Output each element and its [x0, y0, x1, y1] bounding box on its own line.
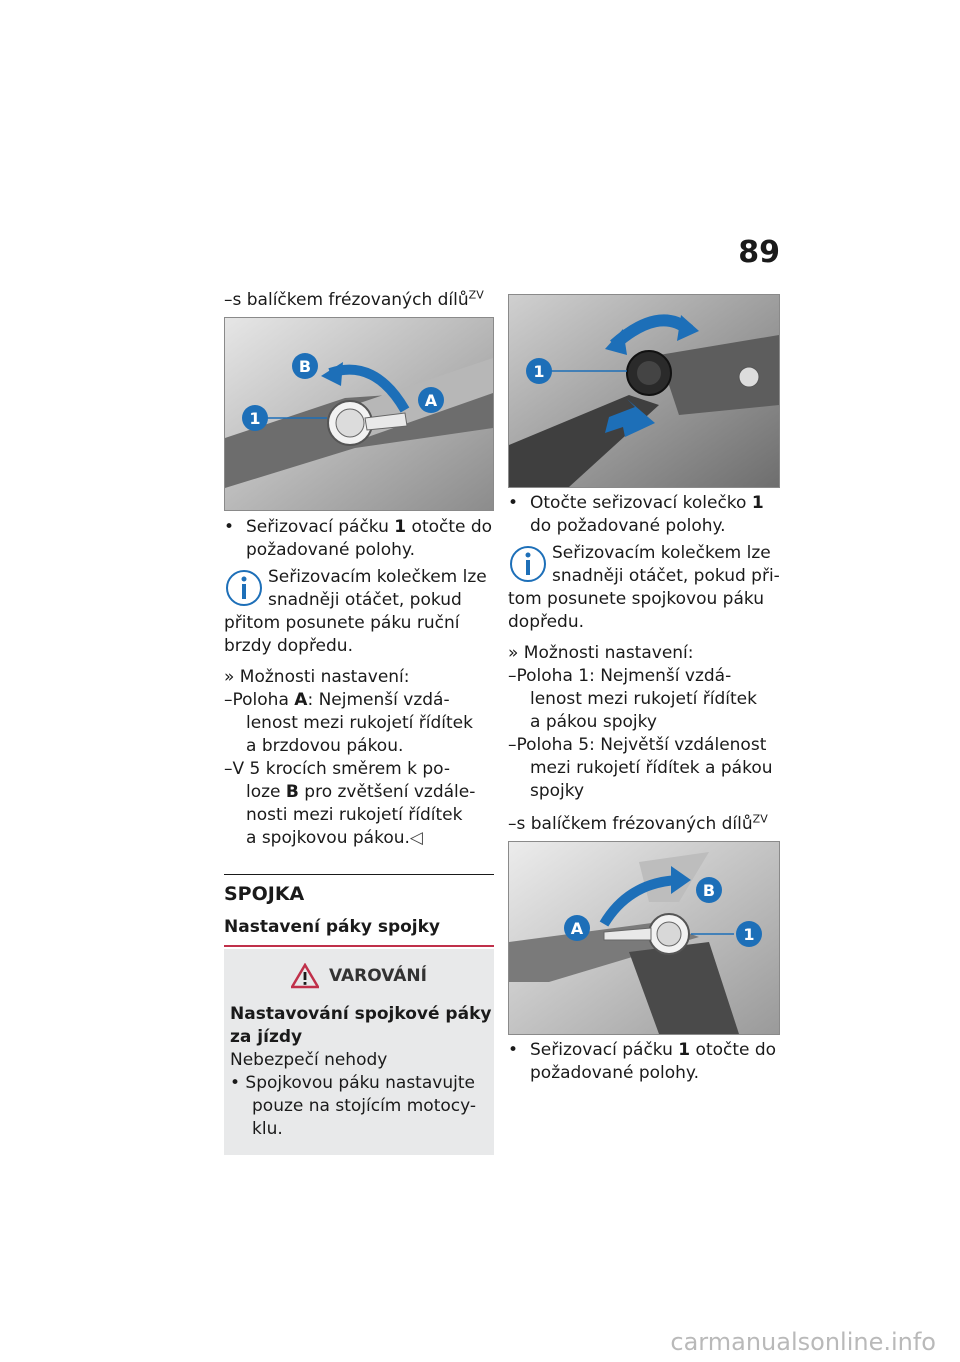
- svg-text:A: A: [570, 919, 584, 938]
- svg-text:A: A: [424, 391, 438, 410]
- watermark: carmanualsonline.info: [670, 1328, 936, 1356]
- info-note: Seřizovacím kolečkem lze snadněji otáčet, pokud přitom posunete páku ruční brzdy dopředu.: [224, 567, 487, 656]
- section-title: SPOJKA: [224, 874, 494, 906]
- step-block: • Otočte seřizovací kolečko 1 do požadované polohy.: [508, 493, 764, 536]
- brake-lever-drawing: [225, 318, 493, 510]
- svg-text:B: B: [298, 357, 312, 376]
- clutch-lever-drawing: [509, 842, 779, 1034]
- warning-icon: [291, 963, 319, 989]
- info-note: Seřizovacím kolečkem lze snadněji otáčet, pokud při- tom posunete spojkovou páku dopředu.: [508, 543, 780, 632]
- warning-box: VAROVÁNÍ Nastavování spojkové páky za jízdy Nebezpečí nehody • Spojkovou páku nastavujte pouze na stojícím motocy- klu.: [224, 949, 494, 1155]
- end-mark-icon: ◁: [409, 828, 423, 848]
- clutch-lever-illustration: [508, 841, 780, 1035]
- svg-text:1: 1: [249, 409, 261, 428]
- page-number: 89: [738, 235, 780, 270]
- option-line: –s balíčkem frézovaných dílů$^{ZV}$: [508, 812, 768, 834]
- warning-label: VAROVÁNÍ: [329, 965, 427, 986]
- subsection-title: Nastavení páky spojky: [224, 916, 494, 947]
- step-block: • Seřizovací páčku 1 otočte do požadované polohy.: [508, 1040, 777, 1083]
- option-line: –s balíčkem frézovaných dílů$^{ZV}$: [224, 288, 484, 310]
- step-block: • Seřizovací páčku 1 otočte do požadované polohy.: [224, 517, 493, 560]
- info-icon: [224, 568, 264, 608]
- svg-text:1: 1: [533, 362, 545, 381]
- clutch-wheel-illustration: [508, 294, 780, 488]
- brake-lever-illustration: [224, 317, 494, 511]
- left-column: –s balíčkem frézovaných dílů$^{ZV}$ B A 1 • Seřizovací páčku 1 otočte do požadované polohy. Seřizovacím kolečkem lze snadněji otáčet, pokud přitom posunete páku ruční brzdy dopředu. » Možnosti nastavení: –Poloha A: Nejmenší vzdá- lenost mezi rukojetí řídítek a brzdovou pákou. –V 5 krocích směrem k po- loze B pro zvětšení vzdále- nosti mezi rukojetí řídítek a spojkovou pákou.◁ SPOJKA Nastavení páky spojky VAROVÁNÍ Nastavování spojkové páky za jízdy Nebezpečí nehody • Spojkovou páku nastavujte pouze na stojícím motocy- klu.: [224, 289, 494, 1155]
- clutch-wheel-drawing: [509, 295, 779, 487]
- svg-text:1: 1: [743, 925, 755, 944]
- svg-text:B: B: [702, 881, 716, 900]
- right-column: 1 • Otočte seřizovací kolečko 1 do požadované polohy. Seřizovacím kolečkem lze snadněji otáčet, pokud při- tom posunete spojkovou páku dopředu. » Možnosti nastavení: –Poloha 1: Nejmenší vzdá- lenost mezi rukojetí řídítek a pákou spojky –Poloha 5: Největší vzdálenost mezi rukojetí řídítek a pákou spojky –s balíčkem frézovaných dílů$^{ZV}$ A B 1 • Seřizovací páčku 1 otočte do požadované polohy.: [508, 289, 782, 1085]
- info-icon: [508, 544, 548, 584]
